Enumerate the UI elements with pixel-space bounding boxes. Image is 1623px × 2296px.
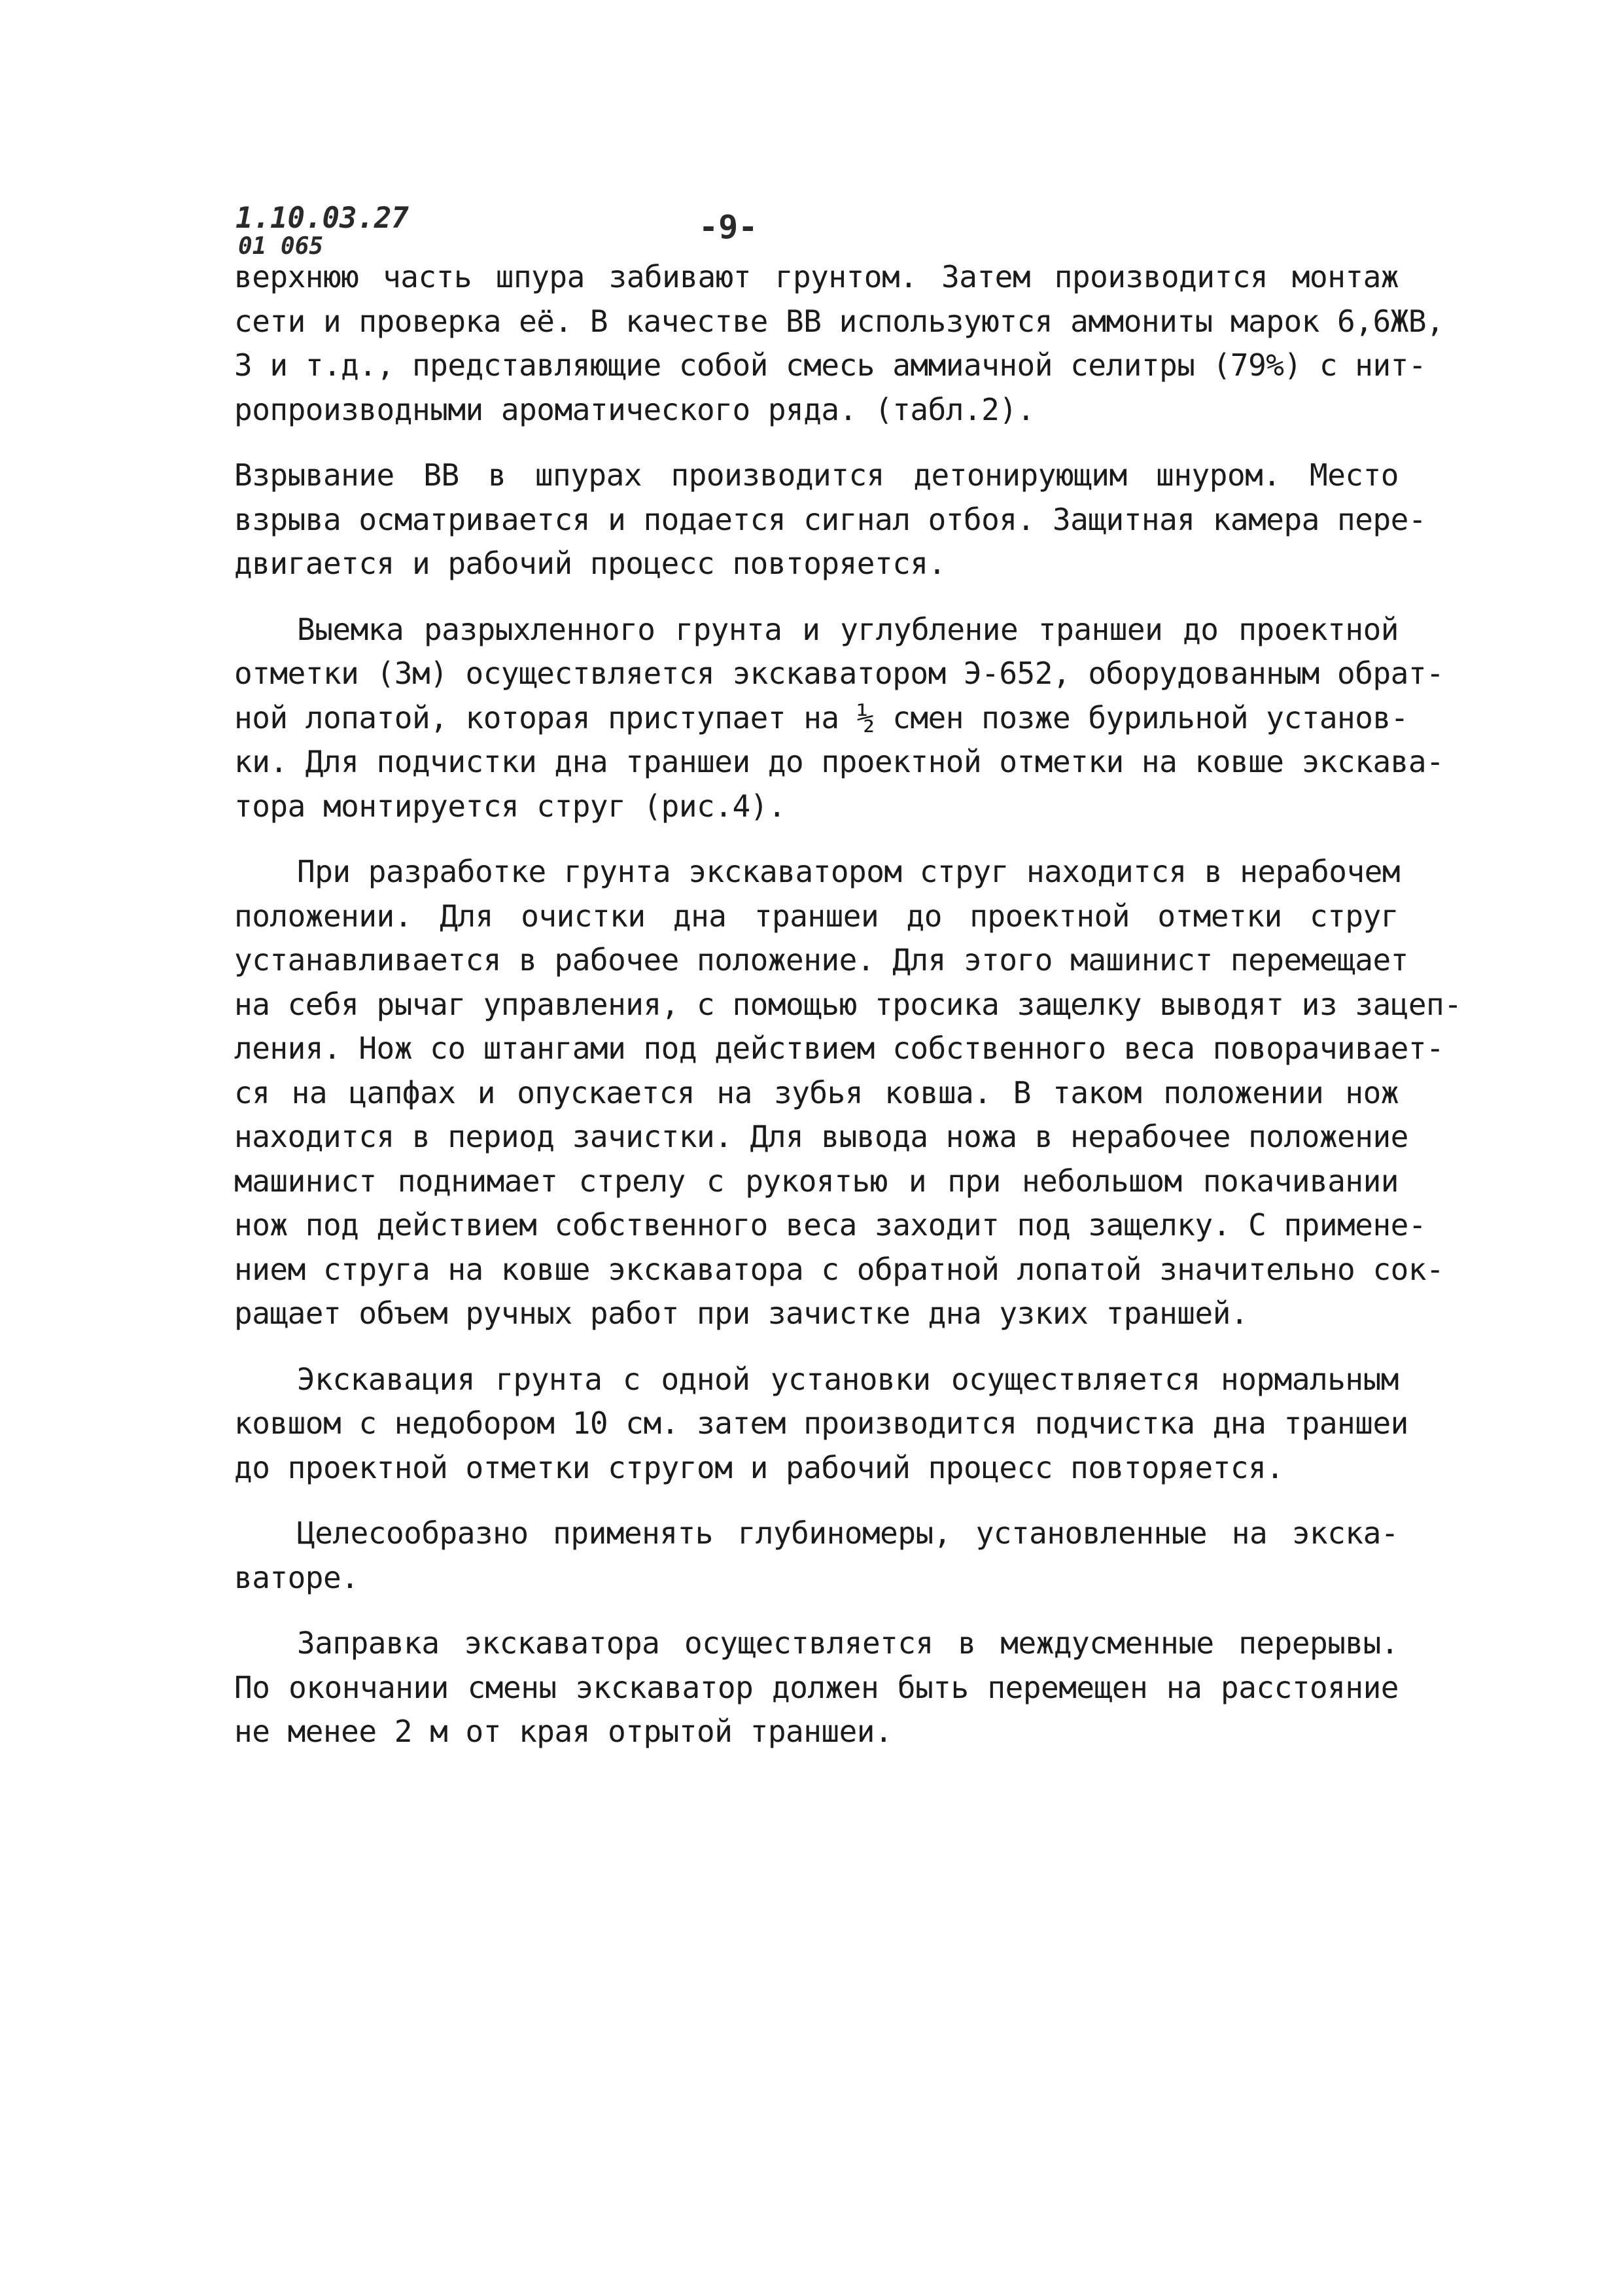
- text-line: Целесообразно применять глубиномеры, установленные на экска-: [297, 1515, 1399, 1551]
- text-line: ращает объем ручных работ при зачистке дна узких траншей.: [234, 1296, 1249, 1331]
- text-line: Заправка экскаватора осуществляется в междусменные перерывы.: [297, 1625, 1399, 1661]
- text-line: ковшом с недобором 10 см. затем производится подчистка дна траншеи: [234, 1405, 1408, 1441]
- page-number: -9-: [699, 208, 758, 246]
- text-line: По окончании смены экскаватор должен быть перемещен на расстояние: [234, 1669, 1399, 1705]
- text-line: положении. Для очистки дна траншеи до проектной отметки струг: [234, 898, 1399, 934]
- paragraph: [234, 453, 1427, 586]
- text-line: на себя рычаг управления, с помощью тросика защелку выводят из зацеп-: [234, 986, 1462, 1022]
- document-subcode: 01 065: [238, 233, 324, 260]
- document-code-block: [236, 203, 409, 259]
- text-line: взрыва осматривается и подается сигнал отбоя. Защитная камера пере-: [234, 501, 1427, 537]
- text-line: ки. Для подчистки дна траншеи до проектной отметки на ковше экскава-: [234, 744, 1444, 779]
- text-line: двигается и рабочий процесс повторяется.: [234, 546, 946, 581]
- text-line: до проектной отметки стругом и рабочий процесс повторяется.: [234, 1449, 1284, 1485]
- text-line: ваторе.: [234, 1559, 359, 1595]
- text-line: нож под действием собственного веса заходит под защелку. С примене-: [234, 1207, 1427, 1243]
- paragraph: [234, 608, 1444, 829]
- text-line: Выемка разрыхленного грунта и углубление траншеи до проектной: [297, 611, 1399, 647]
- text-line: устанавливается в рабочее положение. Для этого машинист перемещает: [234, 942, 1408, 978]
- text-line: Взрывание ВВ в шпурах производится детонирующим шнуром. Место: [234, 457, 1399, 493]
- text-line: При разработке грунта экскаватором струг находится в нерабочем: [297, 854, 1401, 889]
- text-line: верхнюю часть шпура забивают грунтом. Затем производится монтаж: [234, 259, 1399, 294]
- paragraph: [234, 850, 1462, 1336]
- paragraph: [234, 1621, 1399, 1754]
- document-code: 1.10.03.27: [236, 202, 409, 235]
- paragraph: [234, 1358, 1408, 1491]
- paragraph: [234, 1511, 1399, 1600]
- text-line: нием струга на ковше экскаватора с обратной лопатой значительно сок-: [234, 1251, 1444, 1287]
- text-line: 3 и т.д., представляющие собой смесь аммиачной селитры (79%) с нит-: [234, 347, 1427, 383]
- text-line: Экскавация грунта с одной установки осуществляется нормальным: [297, 1361, 1399, 1397]
- text-line: не менее 2 м от края отрытой траншеи.: [234, 1714, 893, 1749]
- text-line: машинист поднимает стрелу с рукоятью и при небольшом покачивании: [234, 1163, 1399, 1199]
- text-line: ся на цапфах и опускается на зубья ковша. В таком положении нож: [234, 1074, 1399, 1110]
- text-line: отметки (3м) осуществляется экскаватором Э-652, оборудованным обрат-: [234, 656, 1444, 691]
- document-body: [234, 255, 1462, 1754]
- paragraph: [234, 255, 1444, 432]
- text-line: ления. Нож со штангами под действием собственного веса поворачивает-: [234, 1031, 1444, 1066]
- text-line: ной лопатой, которая приступает на ½ смен позже бурильной установ-: [234, 699, 1408, 735]
- text-line: находится в период зачистки. Для вывода ножа в нерабочее положение: [234, 1119, 1408, 1154]
- text-line: сети и проверка её. В качестве ВВ используются аммониты марок 6,6ЖВ,: [234, 303, 1444, 339]
- text-line: тора монтируется струг (рис.4).: [234, 788, 786, 824]
- text-line: ропроизводными ароматического ряда. (табл.2).: [234, 391, 1035, 427]
